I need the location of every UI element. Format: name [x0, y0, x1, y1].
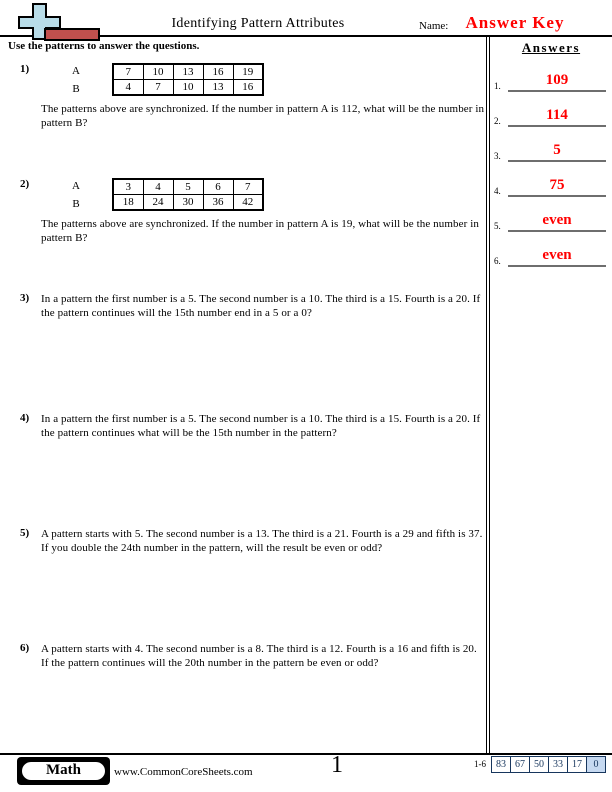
- answer-number: 5.: [494, 221, 501, 231]
- question-number-1: 1): [20, 63, 30, 75]
- question-text-5: A pattern starts with 5. The second number is a 13. The third is a 21. Fourth is a 29 and fifth is 37. If you double the 24th number in the pattern, will the result be even or odd?: [41, 528, 483, 554]
- subject-badge: [17, 757, 110, 785]
- score-boxes: [491, 756, 606, 773]
- pattern-cell: 16: [203, 64, 233, 80]
- instruction: Use the patterns to answer the questions.: [8, 40, 200, 52]
- pattern-row-labels: [55, 63, 97, 98]
- pattern-table-2: [112, 178, 264, 211]
- score-box: 33: [548, 756, 568, 773]
- score-box: 67: [510, 756, 530, 773]
- question-text-1: The patterns above are synchronized. If the number in pattern A is 112, what will be the number in pattern B?: [41, 103, 485, 129]
- answer-value: 114: [508, 105, 606, 127]
- answer-number: 4.: [494, 186, 501, 196]
- pattern-cell: 24: [143, 195, 173, 211]
- pattern-cell: 4: [113, 80, 143, 96]
- answers-title: Answers: [521, 40, 581, 55]
- pattern-row-labels: [55, 178, 97, 213]
- subject-label: Math: [20, 760, 107, 782]
- pattern-cell: 10: [173, 80, 203, 96]
- pattern-cell: 36: [203, 195, 233, 211]
- answer-number: 3.: [494, 151, 501, 161]
- score-box-highlighted: 0: [586, 756, 606, 773]
- pattern-cell: 7: [113, 64, 143, 80]
- question-text-6: A pattern starts with 4. The second number is a 8. The third is a 12. Fourth is a 16 and fifth is 20. If the pattern continues will the 20th number in the pattern be even or odd?: [41, 643, 477, 669]
- pattern-cell: 19: [233, 64, 263, 80]
- answer-value: 75: [508, 175, 606, 197]
- score-box: 83: [491, 756, 511, 773]
- score-box: 50: [529, 756, 549, 773]
- name-label: Name:: [419, 20, 449, 32]
- pattern-cell: 6: [203, 179, 233, 195]
- pattern-cell: 13: [203, 80, 233, 96]
- website-text: www.CommonCoreSheets.com: [114, 766, 253, 778]
- score-box: 17: [567, 756, 587, 773]
- pattern-row-label: A: [72, 65, 80, 77]
- pattern-cell: 7: [143, 80, 173, 96]
- answer-value: even: [508, 245, 606, 267]
- footer-rule: [0, 753, 612, 755]
- answer-value: 5: [508, 140, 606, 162]
- pattern-cell: 42: [233, 195, 263, 211]
- answer-item-6: [494, 245, 606, 267]
- pattern-cell: 16: [233, 80, 263, 96]
- question-number-2: 2): [20, 178, 30, 190]
- worksheet-title: Identifying Pattern Attributes: [171, 16, 345, 31]
- pattern-cell: 13: [173, 64, 203, 80]
- pattern-table-1: [112, 63, 264, 96]
- answer-number: 6.: [494, 256, 501, 266]
- pattern-cell: 3: [113, 179, 143, 195]
- question-text-3: In a pattern the first number is a 5. The second number is a 10. The third is a 15. Fourth is a 20. If the pattern continues will the 15th number end in a 5 or a 0?: [41, 293, 481, 319]
- answer-number: 1.: [494, 81, 501, 91]
- score-range-label: 1-6: [474, 759, 486, 769]
- answer-item-3: [494, 140, 606, 162]
- answer-value: 109: [508, 70, 606, 92]
- answer-item-2: [494, 105, 606, 127]
- pattern-row-label: B: [72, 82, 80, 95]
- question-number-6: 6): [20, 642, 30, 654]
- pattern-row-label: B: [72, 197, 80, 210]
- question-number-4: 4): [20, 412, 30, 424]
- minus-bar-icon: [45, 29, 99, 40]
- pattern-cell: 7: [233, 179, 263, 195]
- answer-value: even: [508, 210, 606, 232]
- pattern-cell: 4: [143, 179, 173, 195]
- answer-item-1: [494, 70, 606, 92]
- question-number-5: 5): [20, 527, 30, 539]
- question-text-2: The patterns above are synchronized. If the number in pattern A is 19, what will be the number in pattern B?: [41, 218, 479, 244]
- answer-number: 2.: [494, 116, 501, 126]
- answer-item-5: [494, 210, 606, 232]
- answer-item-4: [494, 175, 606, 197]
- commoncoresheets-logo: [8, 1, 104, 43]
- pattern-cell: 10: [143, 64, 173, 80]
- name-value: Answer Key: [465, 13, 565, 32]
- page-number: 1: [331, 752, 343, 778]
- question-text-4: In a pattern the first number is a 5. The second number is a 10. The third is a 15. Fourth is a 20. If the pattern continues what will be the 15th number in the pattern?: [41, 413, 481, 439]
- pattern-cell: 18: [113, 195, 143, 211]
- question-number-3: 3): [20, 292, 30, 304]
- pattern-cell: 5: [173, 179, 203, 195]
- pattern-row-label: A: [72, 180, 80, 192]
- pattern-cell: 30: [173, 195, 203, 211]
